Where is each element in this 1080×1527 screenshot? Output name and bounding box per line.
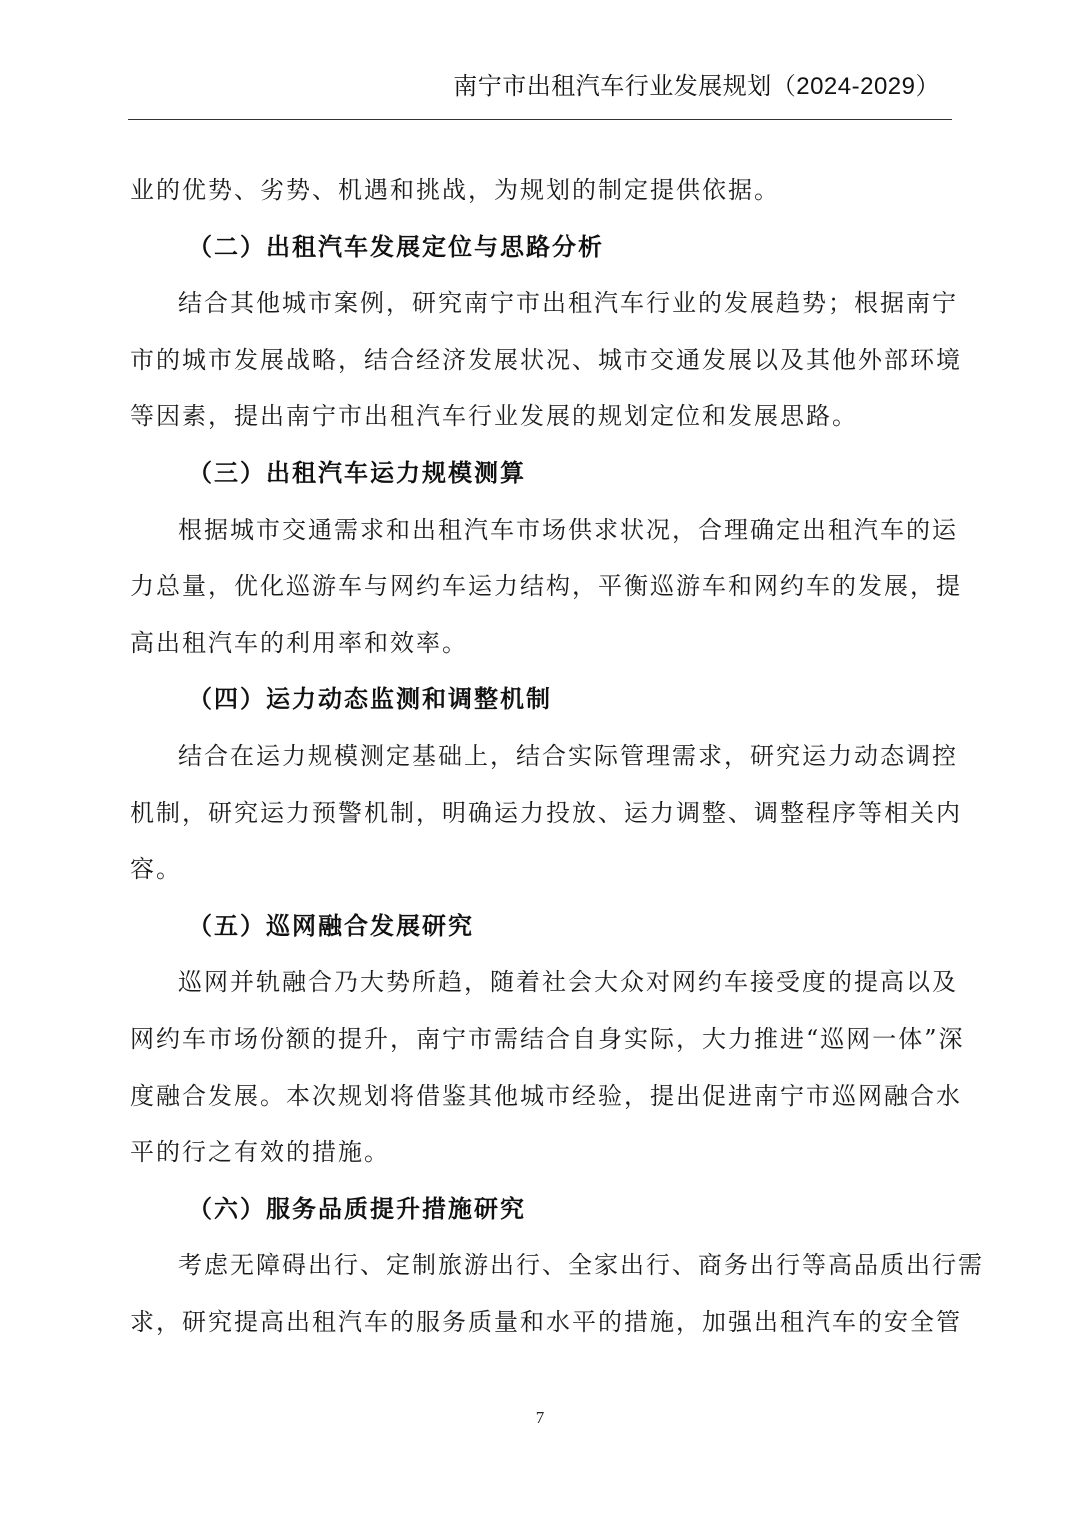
section-heading: （二）出租汽车发展定位与思路分析 [188, 232, 604, 261]
paragraph-line: 业的优势、劣势、机遇和挑战，为规划的制定提供依据。 [130, 176, 780, 204]
paragraph-line: 结合在运力规模测定基础上，结合实际管理需求，研究运力动态调控 [178, 741, 958, 770]
paragraph-line: 巡网并轨融合乃大势所趋，随着社会大众对网约车接受度的提高以及 [178, 968, 958, 997]
page-number: 7 [535, 1408, 545, 1427]
section-heading: （五）巡网融合发展研究 [188, 911, 474, 940]
document-title: 南宁市出租汽车行业发展规划（2024-2029） [453, 73, 940, 100]
paragraph-line: 度融合发展。本次规划将借鉴其他城市经验，提出促进南宁市巡网融合水 [130, 1081, 962, 1110]
paragraph-line: 求，研究提高出租汽车的服务质量和水平的措施，加强出租汽车的安全管 [130, 1307, 962, 1336]
section-heading: （六）服务品质提升措施研究 [188, 1194, 526, 1223]
paragraph-line: 考虑无障碍出行、定制旅游出行、全家出行、商务出行等高品质出行需 [178, 1251, 984, 1280]
paragraph-line: 平的行之有效的措施。 [130, 1138, 390, 1167]
paragraph-line: 力总量，优化巡游车与网约车运力结构，平衡巡游车和网约车的发展，提 [130, 572, 962, 601]
paragraph-line: 高出租汽车的利用率和效率。 [130, 628, 468, 657]
paragraph-line: 机制，研究运力预警机制，明确运力投放、运力调整、调整程序等相关内 [130, 798, 962, 827]
running-header [128, 62, 952, 120]
paragraph-line: 容。 [130, 855, 182, 884]
paragraph-line: 网约车市场份额的提升，南宁市需结合自身实际，大力推进“巡网一体”深 [130, 1024, 965, 1053]
page-content [130, 162, 984, 1350]
section-heading: （四）运力动态监测和调整机制 [188, 685, 552, 714]
paragraph-line: 市的城市发展战略，结合经济发展状况、城市交通发展以及其他外部环境 [130, 345, 962, 374]
section-heading: （三）出租汽车运力规模测算 [188, 458, 526, 487]
paragraph-line: 等因素，提出南宁市出租汽车行业发展的规划定位和发展思路。 [130, 402, 858, 431]
paragraph-line: 根据城市交通需求和出租汽车市场供求状况，合理确定出租汽车的运 [178, 515, 958, 544]
paragraph-line: 结合其他城市案例，研究南宁市出租汽车行业的发展趋势；根据南宁 [178, 289, 958, 318]
